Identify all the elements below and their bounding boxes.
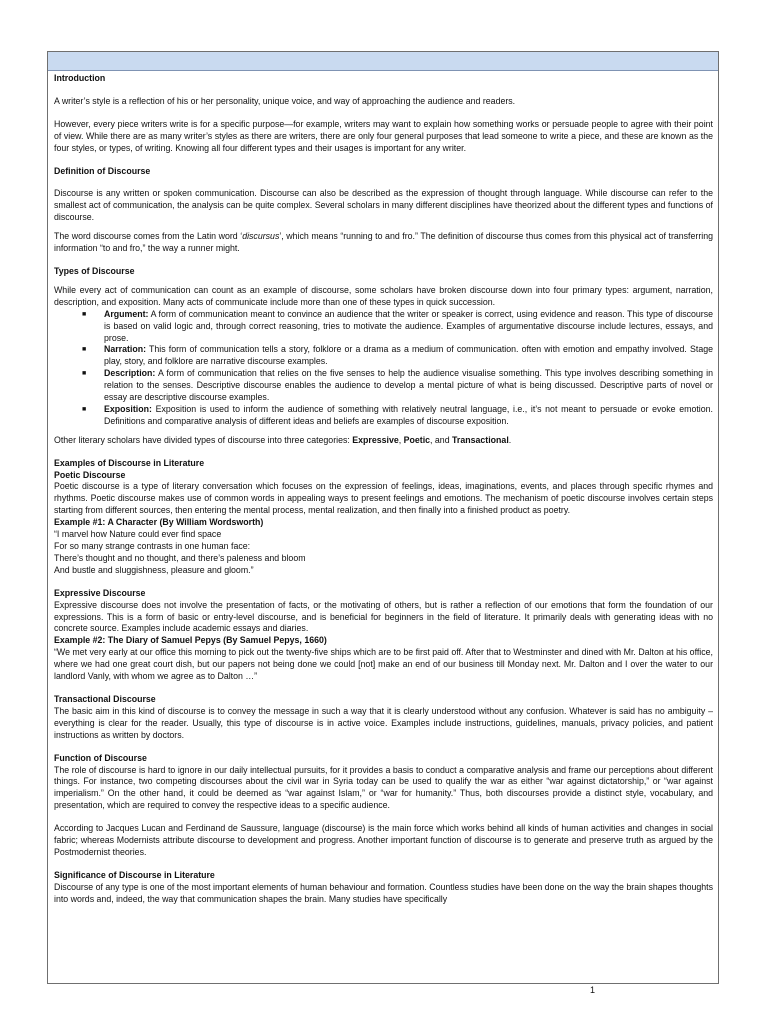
heading-example-1: Example #1: A Character (By William Wordsworth) [54, 517, 264, 528]
heading-function: Function of Discourse [54, 752, 147, 763]
paragraph: The word discourse comes from the Latin word ‘discursus’, which means “running to and fro.” The definition of discourse thus comes from this physical act of transferring information “to and fro,” the way a runner might. [54, 231, 713, 254]
paragraph: Other literary scholars have divided types of discourse into three categories: Expressive, Poetic, and Transactional. [54, 434, 512, 445]
bullet-icon: ■ [82, 346, 87, 354]
heading-expressive: Expressive Discourse [54, 587, 146, 598]
bullet-icon: ■ [82, 310, 87, 318]
list-item: ■ Narration: This form of communication tells a story, folklore or a drama as a medium of communication. often with emotion and empathy involved. Stage play, story, and folklore are narrative discourse examples. [82, 344, 713, 367]
paragraph: Poetic discourse is a type of literary conversation which focuses on the expression of feelings, ideas, imaginations, events, and places through specific rhymes and rhythms. Poetic discourse makes use of common words in appealing ways to present feelings and emotions. The mechanism of poetic discourse involves certain steps starting from different sources, then entering the mental process, mental realization, and then finally into a finished product as poetry. [54, 481, 713, 516]
paragraph: “We met very early at our office this morning to pick out the twenty-five ships which are to be first paid off. After that to Westminster and dined with Mr. Dalton at his office, where we had one great court dish, but our papers not being done we could [not] make an end of our business till Monday next. Mr. Dalton and I over the water to our landlord Vanly, with whom we agree as to Dalton …” [54, 647, 713, 682]
heading-introduction: Introduction [54, 73, 106, 83]
paragraph: The role of discourse is hard to ignore in our daily intellectual pursuits, for it provides a basis to conduct a comparative analysis and frame our perceptions about different things. For instance, two competing discourses about the civil war in Syria today can be used to qualify the war as either “war against dictatorship,” or “war against imperialism.” On the other hand, it could be deemed as “war against Islam,” or “war for humanity.” Thus, both discourses provide a distinct style, vocabulary, and presentation, which are required to convey the respective ideas to a specific audience. [54, 764, 713, 811]
list-item: ■ Description: A form of communication that relies on the five senses to help the audience visualise something. This type involves describing something in relation to the senses. Descriptive discourse enables the audience to develop a mental picture of what is being discussed. Descriptive parts of novel or essay are descriptive discourse examples. [82, 368, 713, 403]
poem-line: “I marvel how Nature could ever find space [54, 529, 222, 540]
poem-line: For so many strange contrasts in one human face: [54, 541, 251, 551]
heading-examples: Examples of Discourse in Literature [54, 457, 205, 468]
paragraph: According to Jacques Lucan and Ferdinand de Saussure, language (discourse) is the main force which works behind all kinds of human activities and changes in social fabric; whereas Modernists attribute discourse to development and progress. Another important function of discourse is to generate and preserve truth as argued by the Postmodernist theories. [54, 823, 713, 857]
paragraph: Discourse of any type is one of the most important elements of human behaviour and formation. Countless studies have been done on the way the brain shapes thoughts into words and, indeed, the way that communication shapes the brain. Many studies have specifically [54, 881, 713, 904]
paragraph: The basic aim in this kind of discourse is to convey the message in such a way that it is clearly understood without any confusion. Whatever is said has no ambiguity – everything is clear for the reader. Usually, this type of discourse is in active voice. Examples include instructions, guidelines, manuals, privacy policies, and patient instructions as written by doctors. [54, 705, 713, 740]
paragraph: A writer’s style is a reflection of his or her personality, unique voice, and way of approaching the audience and readers. [54, 95, 516, 106]
list-item: ■ Exposition: Exposition is used to inform the audience of something with relatively neutral language, i.e., it’s not meant to persuade or evoke emotion. Definitions and comparative analysis of different ideas and beliefs are examples of discourse exposition. [82, 403, 713, 426]
page-frame [47, 51, 719, 984]
heading-example-2: Example #2: The Diary of Samuel Pepys (By Samuel Pepys, 1660) [54, 635, 327, 646]
bullet-icon: ■ [82, 370, 87, 378]
paragraph: However, every piece writers write is for a specific purpose—for example, writers may want to explain how something works or persuade people to agree with their point of view. While there are as many writer’s styles as there are writers, there are only four general purposes that lead someone to write a piece, and these are known as the four styles, or types, of writing. Knowing all four different types and their usages is important for any writer. [54, 118, 713, 153]
header-bar [48, 52, 718, 71]
bullet-icon: ■ [82, 405, 87, 413]
heading-poetic: Poetic Discourse [54, 469, 126, 480]
latin-term: discursus [242, 231, 280, 242]
heading-types: Types of Discourse [54, 265, 135, 276]
poem-line: And bustle and sluggishness, pleasure and gloom.” [54, 564, 254, 575]
page-number: 1 [590, 985, 596, 995]
poem-line: There’s thought and no thought, and there’s paleness and bloom [54, 552, 306, 563]
heading-transactional: Transactional Discourse [54, 693, 156, 704]
paragraph: While every act of communication can count as an example of discourse, some scholars have broken discourse down into four primary types: argument, narration, description, and exposition. Many acts of communicate include more than one of these types in quick succession. [54, 284, 713, 307]
heading-definition: Definition of Discourse [54, 165, 151, 176]
document-body [48, 71, 718, 906]
types-list [54, 309, 713, 428]
paragraph: Expressive discourse does not involve the presentation of facts, or the motivating of others, but is rather a reflection of our emotions that form the foundation of our expressions. This is a form of basic or entry-level discourse, and is beneficial for beginners in the field of literature. It primarily deals with generating ideas with no concrete source. Examples include academic essays and diaries. [54, 599, 713, 634]
list-item: ■ Argument: A form of communication meant to convince an audience that the writer or speaker is correct, using evidence and reason. This type of discourse is based on valid logic and, through correct reasoning, tries to motivate the audience. Examples of argumentative discourse include lectures, essays, and prose. [82, 308, 713, 343]
paragraph: Discourse is any written or spoken communication. Discourse can also be described as the expression of thought through language. While discourse can refer to the smallest act of communication, the analysis can be quite complex. Several scholars in many different disciplines have theorized about the different types and functions of discourse. [54, 188, 713, 223]
heading-significance: Significance of Discourse in Literature [54, 869, 215, 880]
